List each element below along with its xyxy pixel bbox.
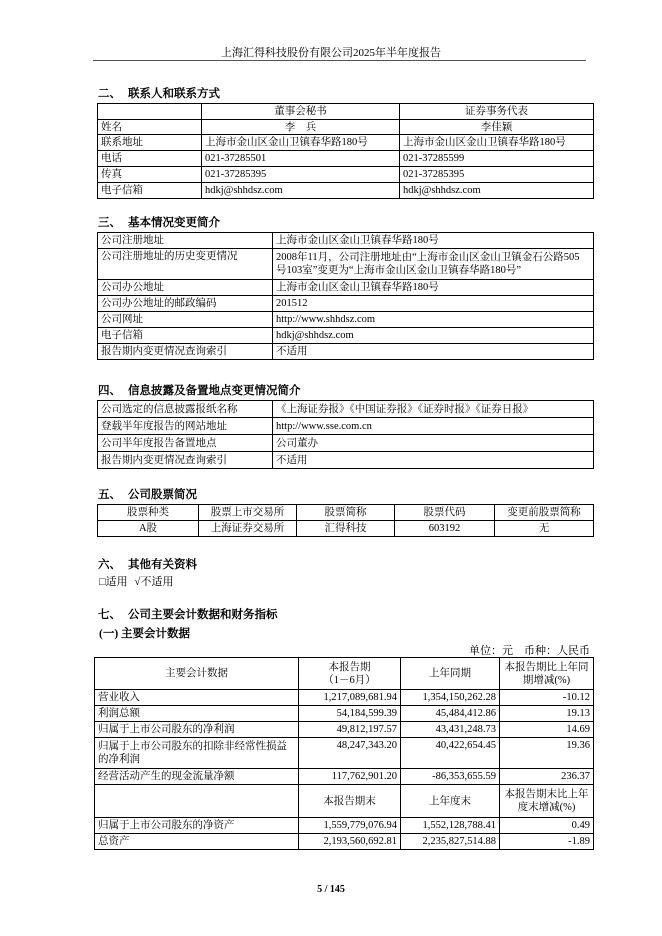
accounting-subheader-change: 本报告期末比上年度末增减(%) bbox=[500, 785, 594, 818]
accounting-subheader-prior: 上年度末 bbox=[401, 785, 500, 818]
disclosure-value: 公司董办 bbox=[273, 435, 594, 452]
accounting-current: 48,247,343.20 bbox=[299, 738, 401, 769]
section-7-heading bbox=[98, 606, 278, 622]
basic-info-value: 上海市金山区金山卫镇春华路180号 bbox=[273, 280, 594, 296]
accounting-header-item: 主要会计数据 bbox=[95, 658, 299, 690]
basic-info-value: 2008年11月，公司注册地址由“上海市金山区金山卫镇金石公路505号103室”变更为“上海市金山区金山卫镇春华路180号” bbox=[273, 249, 594, 280]
contact-secretary-value: 李 兵 bbox=[202, 120, 400, 135]
accounting-row bbox=[95, 818, 594, 834]
section-5-heading bbox=[98, 486, 197, 502]
accounting-change: 0.49 bbox=[500, 818, 594, 834]
accounting-subheader-blank bbox=[95, 785, 299, 818]
header-rule bbox=[93, 60, 586, 61]
accounting-subheader-row bbox=[95, 785, 594, 818]
unit-note: 单位：元 币种：人民币 bbox=[469, 645, 590, 657]
accounting-row bbox=[95, 738, 594, 769]
contact-rep-value: 021-37285599 bbox=[400, 151, 594, 167]
basic-info-label: 公司网址 bbox=[98, 312, 273, 328]
basic-info-row bbox=[98, 249, 594, 280]
disclosure-label: 公司半年度报告备置地点 bbox=[98, 435, 273, 452]
accounting-prior: 43,431,248.73 bbox=[401, 722, 500, 738]
accounting-prior: 45,484,412.86 bbox=[401, 706, 500, 722]
accounting-change: -10.12 bbox=[500, 690, 594, 706]
disclosure-row bbox=[98, 401, 594, 418]
basic-info-row bbox=[98, 312, 594, 328]
basic-info-row bbox=[98, 344, 594, 360]
basic-info-label: 公司办公地址 bbox=[98, 280, 273, 296]
basic-info-label: 公司注册地址 bbox=[98, 233, 273, 249]
accounting-current: 2,193,560,692.81 bbox=[299, 834, 401, 850]
accounting-item: 归属于上市公司股东的净利润 bbox=[95, 722, 299, 738]
other-info-options bbox=[99, 573, 173, 589]
basic-info-label: 公司办公地址的邮政编码 bbox=[98, 296, 273, 312]
contact-label: 传真 bbox=[98, 167, 202, 183]
accounting-header-prior: 上年同期 bbox=[401, 658, 500, 690]
stock-header-cell: 股票简称 bbox=[297, 505, 395, 521]
contact-row bbox=[98, 135, 594, 151]
stock-row bbox=[98, 521, 594, 537]
contact-label: 联系地址 bbox=[98, 135, 202, 151]
contact-row bbox=[98, 151, 594, 167]
accounting-row bbox=[95, 769, 594, 785]
basic-info-label: 公司注册地址的历史变更情况 bbox=[98, 249, 273, 280]
contact-secretary-value: 上海市金山区金山卫镇春华路180号 bbox=[202, 135, 400, 151]
accounting-row bbox=[95, 722, 594, 738]
stock-cell: 无 bbox=[495, 521, 594, 537]
section-3-number: 三、 bbox=[98, 217, 121, 229]
accounting-item: 营业收入 bbox=[95, 690, 299, 706]
section-4-heading bbox=[98, 382, 301, 398]
contact-secretary-value: 021-37285395 bbox=[202, 167, 400, 183]
contact-rep-value: 李佳颖 bbox=[400, 120, 594, 135]
section-4-number: 四、 bbox=[98, 385, 121, 397]
stock-cell: A股 bbox=[98, 521, 199, 537]
accounting-row bbox=[95, 834, 594, 850]
accounting-current: 117,762,901.20 bbox=[299, 769, 401, 785]
disclosure-value: 不适用 bbox=[273, 452, 594, 469]
basic-info-value: 不适用 bbox=[273, 344, 594, 360]
subsection-heading: (一) 主要会计数据 bbox=[99, 628, 191, 640]
section-6-heading bbox=[98, 556, 197, 572]
accounting-current: 1,559,779,076.94 bbox=[299, 818, 401, 834]
accounting-prior: 40,422,654.45 bbox=[401, 738, 500, 769]
section-2-number: 二、 bbox=[98, 88, 121, 100]
basic-info-value: hdkj@shhdsz.com bbox=[273, 328, 594, 344]
contact-secretary-value: hdkj@shhdsz.com bbox=[202, 183, 400, 199]
running-header: 上海汇得科技股份有限公司2025年半年度报告 bbox=[221, 47, 441, 59]
accounting-change: 19.36 bbox=[500, 738, 594, 769]
stock-cell: 汇得科技 bbox=[297, 521, 395, 537]
disclosure-value: 《上海证券报》《中国证券报》《证券时报》《证券日报》 bbox=[273, 401, 594, 418]
disclosure-table bbox=[97, 400, 594, 469]
disclosure-label: 报告期内变更情况查询索引 bbox=[98, 452, 273, 469]
accounting-prior: 2,235,827,514.88 bbox=[401, 834, 500, 850]
contact-rep-value: hdkj@shhdsz.com bbox=[400, 183, 594, 199]
accounting-change: 236.37 bbox=[500, 769, 594, 785]
contact-header-secretary: 董事会秘书 bbox=[202, 104, 400, 120]
accounting-prior: 1,354,150,262.28 bbox=[401, 690, 500, 706]
stock-header-cell: 股票种类 bbox=[98, 505, 199, 521]
section-3-heading bbox=[98, 214, 220, 230]
contact-header-rep: 证券事务代表 bbox=[400, 104, 594, 120]
basic-info-row bbox=[98, 328, 594, 344]
basic-info-row bbox=[98, 296, 594, 312]
accounting-subheader-current: 本报告期末 bbox=[299, 785, 401, 818]
section-5-number: 五、 bbox=[98, 489, 121, 501]
accounting-row bbox=[95, 690, 594, 706]
accounting-item: 经营活动产生的现金流量净额 bbox=[95, 769, 299, 785]
basic-info-value: http://www.shhdsz.com bbox=[273, 312, 594, 328]
accounting-change: -1.89 bbox=[500, 834, 594, 850]
stock-header-cell: 股票代码 bbox=[395, 505, 495, 521]
accounting-change: 19.13 bbox=[500, 706, 594, 722]
disclosure-row bbox=[98, 452, 594, 469]
accounting-header-current: 本报告期 （1－6月） bbox=[299, 658, 401, 690]
section-6-title: 其他有关资料 bbox=[128, 559, 197, 571]
section-2-title: 联系人和联系方式 bbox=[128, 88, 220, 100]
contact-rep-value: 021-37285395 bbox=[400, 167, 594, 183]
stock-header-row bbox=[98, 505, 594, 521]
option-not-applicable: √不适用 bbox=[134, 576, 174, 588]
basic-info-label: 报告期内变更情况查询索引 bbox=[98, 344, 273, 360]
accounting-current: 1,217,089,681.94 bbox=[299, 690, 401, 706]
section-5-title: 公司股票简况 bbox=[128, 489, 197, 501]
contact-header-blank bbox=[98, 104, 202, 120]
contact-secretary-value: 021-37285501 bbox=[202, 151, 400, 167]
disclosure-label: 登载半年度报告的网站地址 bbox=[98, 418, 273, 435]
accounting-item: 利润总额 bbox=[95, 706, 299, 722]
section-6-number: 六、 bbox=[98, 559, 121, 571]
accounting-item: 归属于上市公司股东的扣除非经常性损益的净利润 bbox=[95, 738, 299, 769]
stock-cell: 603192 bbox=[395, 521, 495, 537]
contact-row bbox=[98, 167, 594, 183]
basic-info-table bbox=[97, 232, 594, 360]
contact-rep-value: 上海市金山区金山卫镇春华路180号 bbox=[400, 135, 594, 151]
contact-table bbox=[97, 103, 594, 199]
stock-cell: 上海证券交易所 bbox=[199, 521, 297, 537]
accounting-current: 54,184,599.39 bbox=[299, 706, 401, 722]
disclosure-row bbox=[98, 435, 594, 452]
accounting-header-row bbox=[95, 658, 594, 690]
contact-header-row bbox=[98, 104, 594, 120]
stock-table bbox=[97, 504, 594, 537]
accounting-item: 归属于上市公司股东的净资产 bbox=[95, 818, 299, 834]
section-3-title: 基本情况变更简介 bbox=[128, 217, 220, 229]
stock-header-cell: 变更前股票简称 bbox=[495, 505, 594, 521]
disclosure-label: 公司选定的信息披露报纸名称 bbox=[98, 401, 273, 418]
accounting-prior: -86,353,655.59 bbox=[401, 769, 500, 785]
disclosure-value: http://www.sse.com.cn bbox=[273, 418, 594, 435]
section-4-title: 信息披露及备置地点变更情况简介 bbox=[128, 385, 301, 397]
section-7-number: 七、 bbox=[98, 609, 121, 621]
basic-info-label: 电子信箱 bbox=[98, 328, 273, 344]
contact-row bbox=[98, 120, 594, 135]
accounting-header-change: 本报告期比上年同期增减(%) bbox=[500, 658, 594, 690]
basic-info-row bbox=[98, 280, 594, 296]
accounting-item: 总资产 bbox=[95, 834, 299, 850]
accounting-table bbox=[94, 657, 594, 850]
section-7-title: 公司主要会计数据和财务指标 bbox=[128, 609, 278, 621]
accounting-current: 49,812,197.57 bbox=[299, 722, 401, 738]
page-number: 5 / 145 bbox=[317, 884, 345, 895]
accounting-change: 14.69 bbox=[500, 722, 594, 738]
accounting-row bbox=[95, 706, 594, 722]
contact-label: 姓名 bbox=[98, 120, 202, 135]
option-applicable: □适用 bbox=[99, 576, 128, 588]
contact-row bbox=[98, 183, 594, 199]
contact-label: 电子信箱 bbox=[98, 183, 202, 199]
disclosure-row bbox=[98, 418, 594, 435]
section-2-heading bbox=[98, 85, 220, 101]
stock-header-cell: 股票上市交易所 bbox=[199, 505, 297, 521]
basic-info-value: 上海市金山区金山卫镇春华路180号 bbox=[273, 233, 594, 249]
basic-info-row bbox=[98, 233, 594, 249]
accounting-prior: 1,552,128,788.41 bbox=[401, 818, 500, 834]
contact-label: 电话 bbox=[98, 151, 202, 167]
basic-info-value: 201512 bbox=[273, 296, 594, 312]
